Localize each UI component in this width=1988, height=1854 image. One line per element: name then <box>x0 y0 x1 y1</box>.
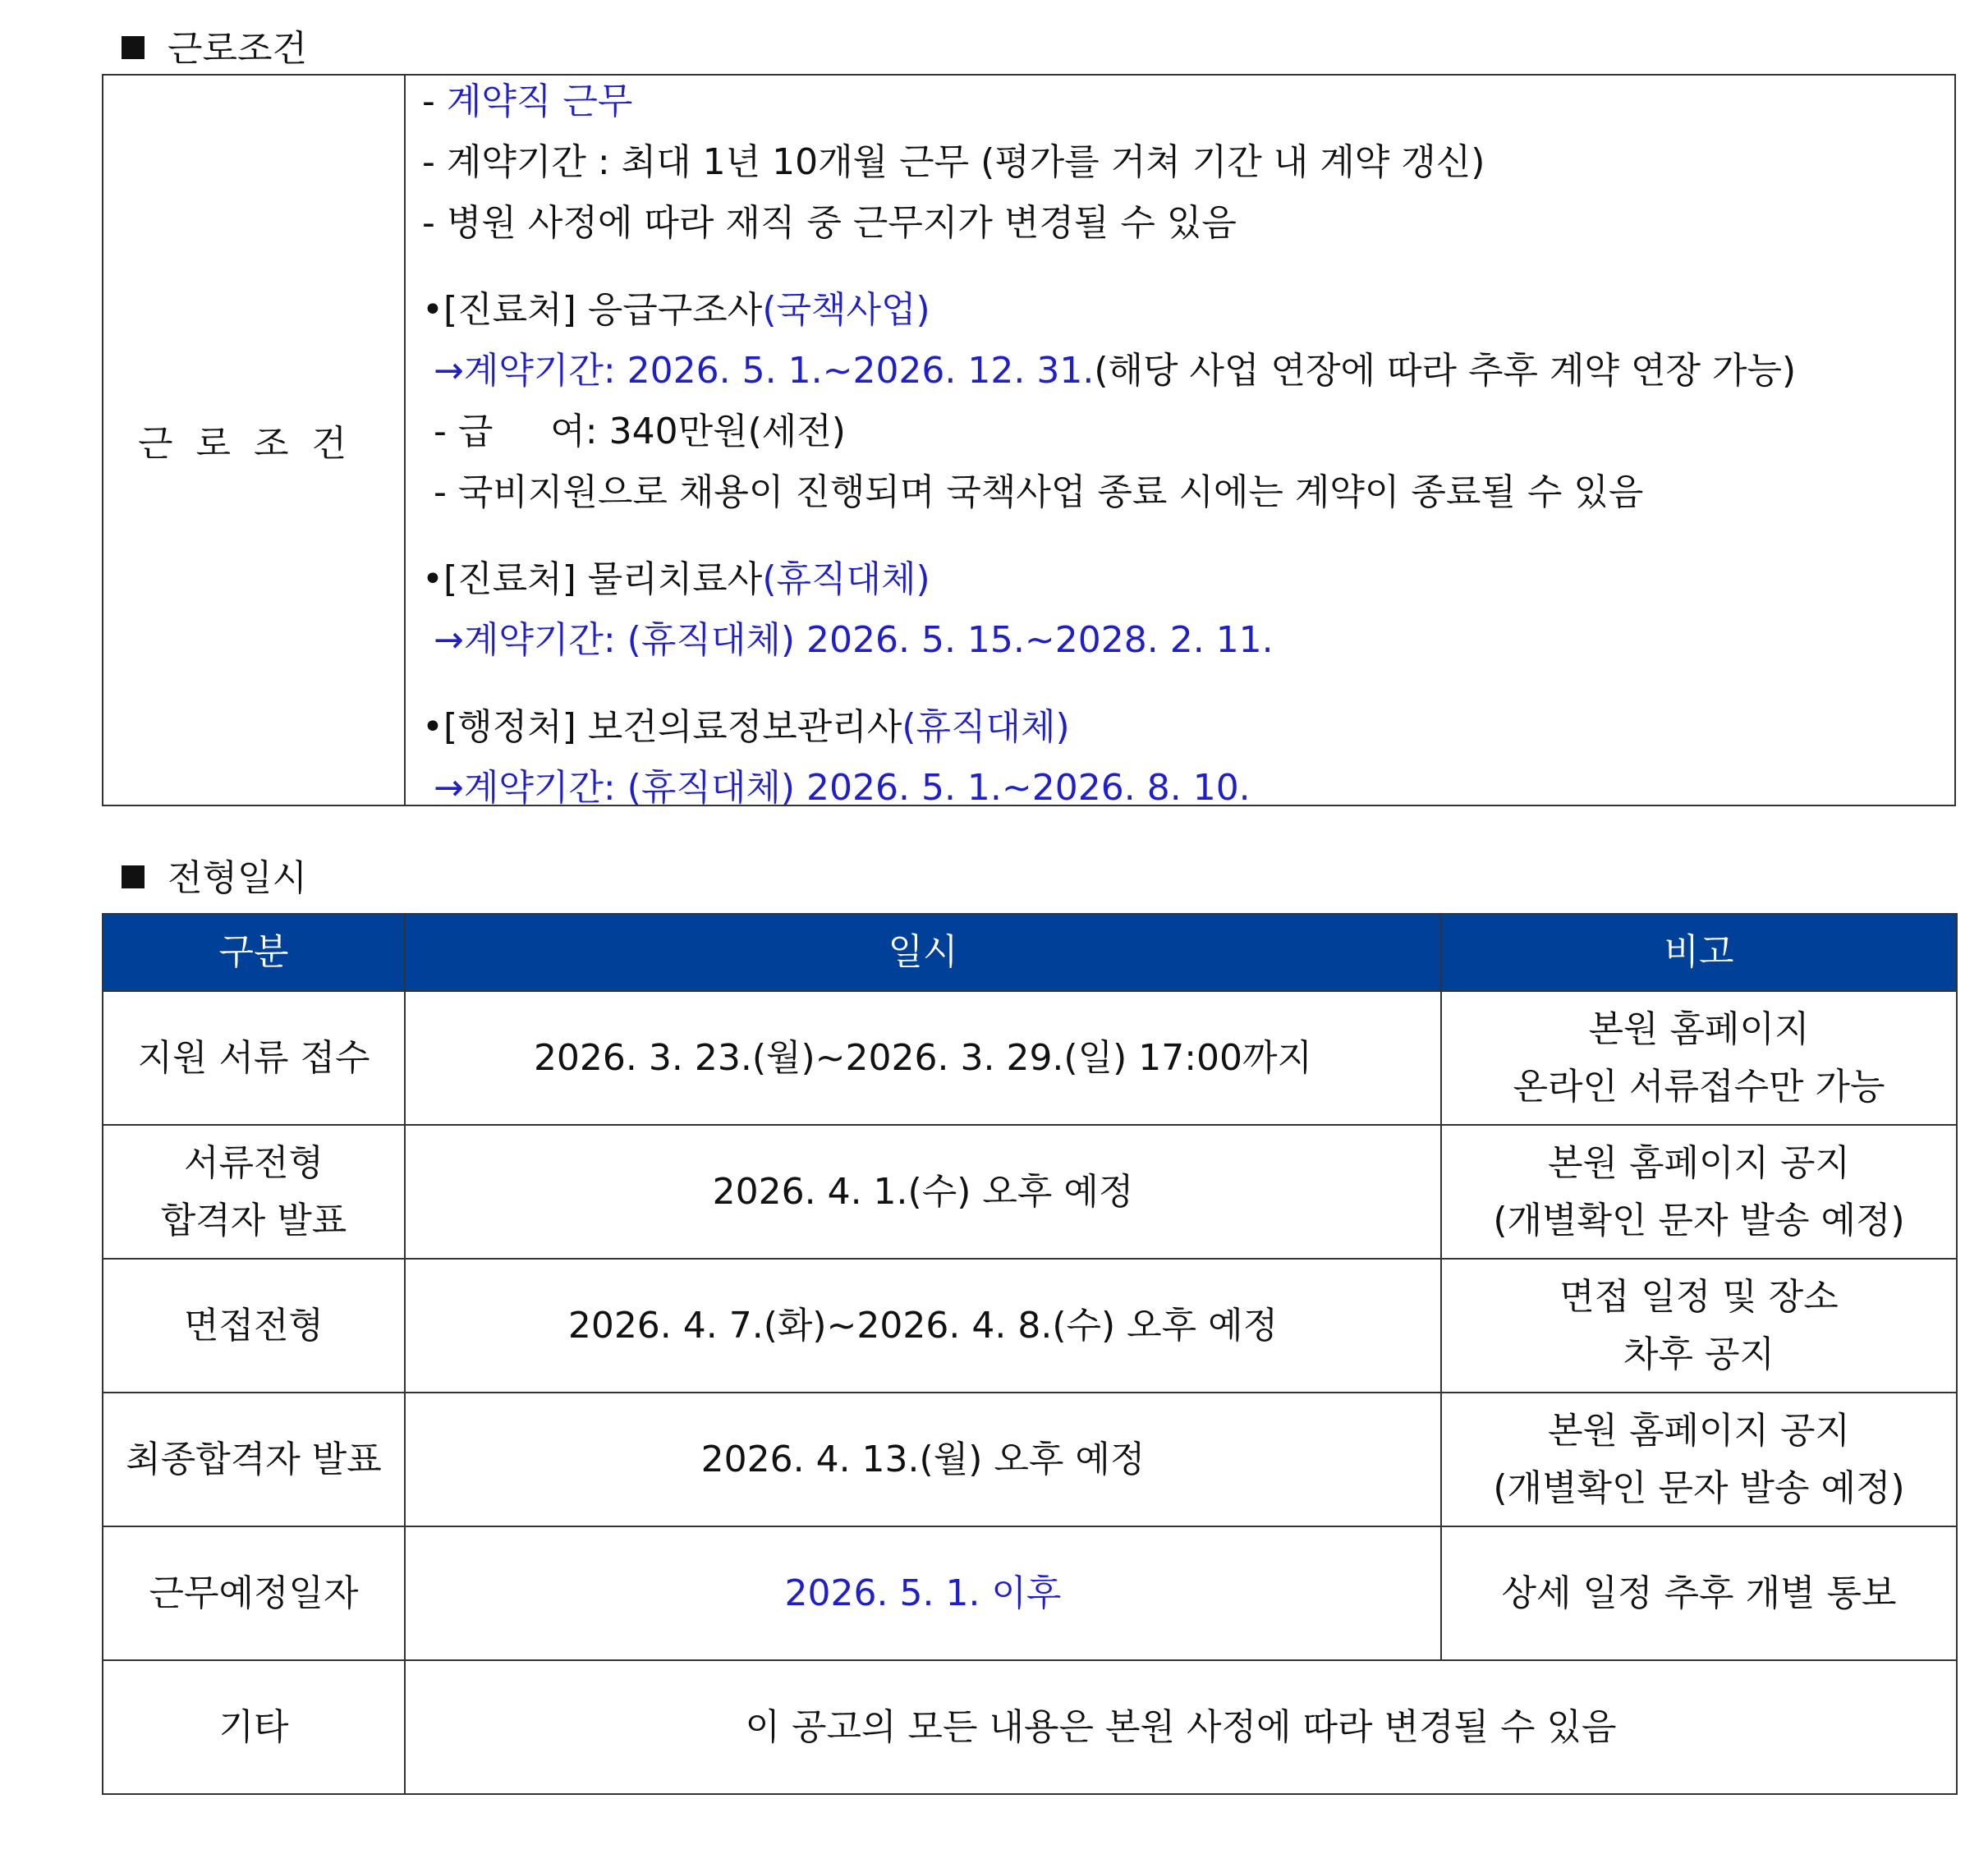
square-bullet-icon <box>122 865 145 888</box>
condition-line <box>422 199 1237 248</box>
condition-text: •[진료처] 응급구조사 <box>422 289 763 331</box>
square-bullet-icon <box>122 36 145 59</box>
condition-line <box>422 468 1643 517</box>
condition-text: - 국비지원으로 채용이 진행되며 국책사업 종료 시에는 계약이 종료될 수 있음 <box>422 471 1644 513</box>
schedule-heading: 전형일시 <box>122 854 307 903</box>
table-row <box>103 1526 1957 1660</box>
condition-line <box>422 703 1070 752</box>
row-datetime: 2026. 3. 23.(월)~2026. 3. 29.(일) 17:00까지 <box>405 991 1441 1125</box>
row-datetime: 2026. 4. 1.(수) 오후 예정 <box>405 1125 1441 1259</box>
conditions-box <box>102 74 1956 809</box>
condition-text: - 급 여: 340만원(세전) <box>422 411 846 452</box>
table-row-other <box>103 1660 1957 1794</box>
condition-line <box>422 346 1796 396</box>
condition-text: →계약기간: (휴직대체) 2026. 5. 1.~2026. 8. 10. <box>422 767 1251 809</box>
row-note: 상세 일정 추후 개별 통보 <box>1441 1526 1957 1660</box>
condition-text: - 계약기간 : 최대 1년 10개월 근무 (평가를 거쳐 기간 내 계약 갱신) <box>422 141 1485 183</box>
header-note: 비고 <box>1441 914 1957 991</box>
row-category: 서류전형 합격자 발표 <box>103 1125 405 1259</box>
condition-line <box>422 77 632 126</box>
row-note: 본원 홈페이지 공지 (개별확인 문자 발송 예정) <box>1441 1125 1957 1259</box>
condition-line <box>422 407 846 457</box>
condition-text: - <box>422 80 447 122</box>
row-category: 지원 서류 접수 <box>103 991 405 1125</box>
row-datetime: 2026. 4. 7.(화)~2026. 4. 8.(수) 오후 예정 <box>405 1259 1441 1393</box>
table-row <box>103 1259 1957 1393</box>
condition-text: →계약기간: 2026. 5. 1.~2026. 12. 31. <box>422 350 1095 392</box>
row-category: 최종합격자 발표 <box>103 1393 405 1526</box>
row-note: 면접 일정 및 장소 차후 공지 <box>1441 1259 1957 1393</box>
header-category: 구분 <box>103 914 405 991</box>
condition-text: (휴직대체) <box>902 706 1070 748</box>
conditions-label: 근로조건 <box>103 76 406 805</box>
row-note: 본원 홈페이지 공지 (개별확인 문자 발송 예정) <box>1441 1393 1957 1526</box>
table-row <box>103 1393 1957 1526</box>
condition-line <box>422 555 930 604</box>
row-datetime: 2026. 4. 13.(월) 오후 예정 <box>405 1393 1441 1526</box>
condition-text: •[행정처] 보건의료정보관리사 <box>422 706 902 748</box>
row-category: 면접전형 <box>103 1259 405 1393</box>
row-datetime: 2026. 5. 1. 이후 <box>405 1526 1441 1660</box>
condition-text: •[진료처] 물리치료사 <box>422 558 763 600</box>
row-note: 본원 홈페이지 온라인 서류접수만 가능 <box>1441 991 1957 1125</box>
conditions-heading: 근로조건 <box>122 25 307 74</box>
condition-text: (국책사업) <box>762 289 930 331</box>
condition-text: - 병원 사정에 따라 재직 중 근무지가 변경될 수 있음 <box>422 202 1237 244</box>
row-other-text: 이 공고의 모든 내용은 본원 사정에 따라 변경될 수 있음 <box>405 1660 1957 1794</box>
condition-line <box>422 616 1274 665</box>
condition-text: (해당 사업 연장에 따라 추후 계약 연장 가능) <box>1094 350 1797 392</box>
row-category: 근무예정일자 <box>103 1526 405 1660</box>
condition-line <box>422 286 930 335</box>
condition-text: →계약기간: (휴직대체) 2026. 5. 15.~2028. 2. 11. <box>422 619 1274 661</box>
table-row <box>103 991 1957 1125</box>
condition-line <box>422 138 1485 187</box>
schedule-table <box>102 913 1958 1795</box>
header-datetime: 일시 <box>405 914 1441 991</box>
condition-text: 계약직 근무 <box>446 80 633 122</box>
condition-text: (휴직대체) <box>762 558 930 600</box>
row-category: 기타 <box>103 1660 405 1794</box>
table-row <box>103 1125 1957 1259</box>
condition-line <box>422 764 1251 813</box>
schedule-header-row <box>103 914 1957 991</box>
